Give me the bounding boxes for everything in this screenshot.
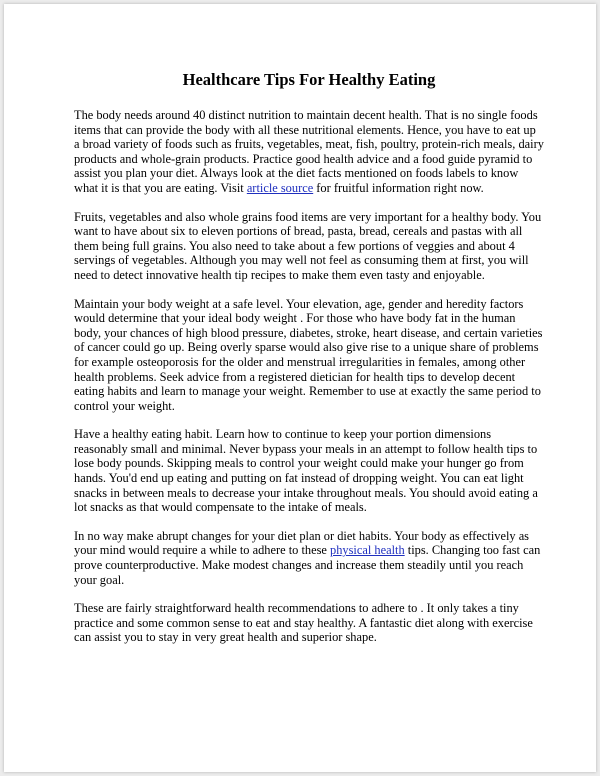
paragraph-1: [74, 108, 544, 196]
paragraph-6: These are fairly straightforward health recommendations to adhere to . It only takes a tiny practice and some common sense to eat and stay healthy. A fantastic diet along with exercise can assist you to stay in very great health and superior shape.: [74, 601, 533, 645]
paragraph-5: [74, 529, 544, 587]
paragraph-5-text-before: In no way make abrupt changes for your diet plan or diet habits. Your body as effectively as your mind would require a while to adhere to these: [74, 528, 530, 558]
document-content: [74, 70, 544, 659]
article-source-link[interactable]: article source: [246, 180, 314, 195]
paragraph-3: Maintain your body weight at a safe level. Your elevation, age, gender and heredity factors would determine that your ideal body weight . For those who have body fat in the human body, your chances of high blood pressure, diabetes, stroke, heart disease, and certain varieties of cancer could go up. Being overly sparse would also give rise to a unique share of problems for example osteoporosis for the older and menstrual irregularities in females, among other health problems. Seek advice from a registered dietician for health tips to develop decent eating habits and learn to manage your weight. Remember to use at exactly the same period to control your weight.: [74, 296, 543, 413]
paragraph-1-text-before: The body needs around 40 distinct nutrition to maintain decent health. That is no single foods items that can provide the body with all these nutritional elements. Hence, you have to eat up a broad variety of foods such as fruits, vegetables, meat, fish, poultry, protein-rich meals, dairy products and whole-grain products. Practice good health advice and a food guide pyramid to assist you plan your diet. Always look at the diet facts mentioned on foods labels to know what it is that you are eating. Visit: [74, 108, 544, 195]
physical-health-link[interactable]: physical health: [330, 543, 405, 558]
page-title: Healthcare Tips For Healthy Eating: [182, 70, 436, 89]
paragraph-4: Have a healthy eating habit. Learn how to continue to keep your portion dimensions reasonably small and minimal. Never bypass your meals in an attempt to follow health tips to lose body pounds. Skipping meals to control your weight could make your hunger go from hands. You'd end up eating and putting on fat instead of dropping weight. You can eat light snacks in between meals to decrease your intake throughout meals. You should avoid eating a lot snacks as that would compensate to the intake of meals.: [74, 427, 538, 515]
paragraph-1-text-after: for fruitful information right now.: [313, 180, 484, 195]
document-page: [4, 4, 596, 772]
paragraph-2: Fruits, vegetables and also whole grains food items are very important for a healthy body. You want to have about six to eleven portions of bread, pasta, bread, cereals and pastas with all them being full grains. You also need to take about a few portions of veggies and about 4 servings of vegetables. Although you may well not feel as consuming them at first, you will need to detect innovative health tip recipes to make them even tasty and enjoyable.: [74, 209, 542, 282]
paragraph-5-text-after: tips. Changing too fast can prove counterproductive. Make modest changes and increase them steadily until you reach your goal.: [74, 543, 541, 587]
